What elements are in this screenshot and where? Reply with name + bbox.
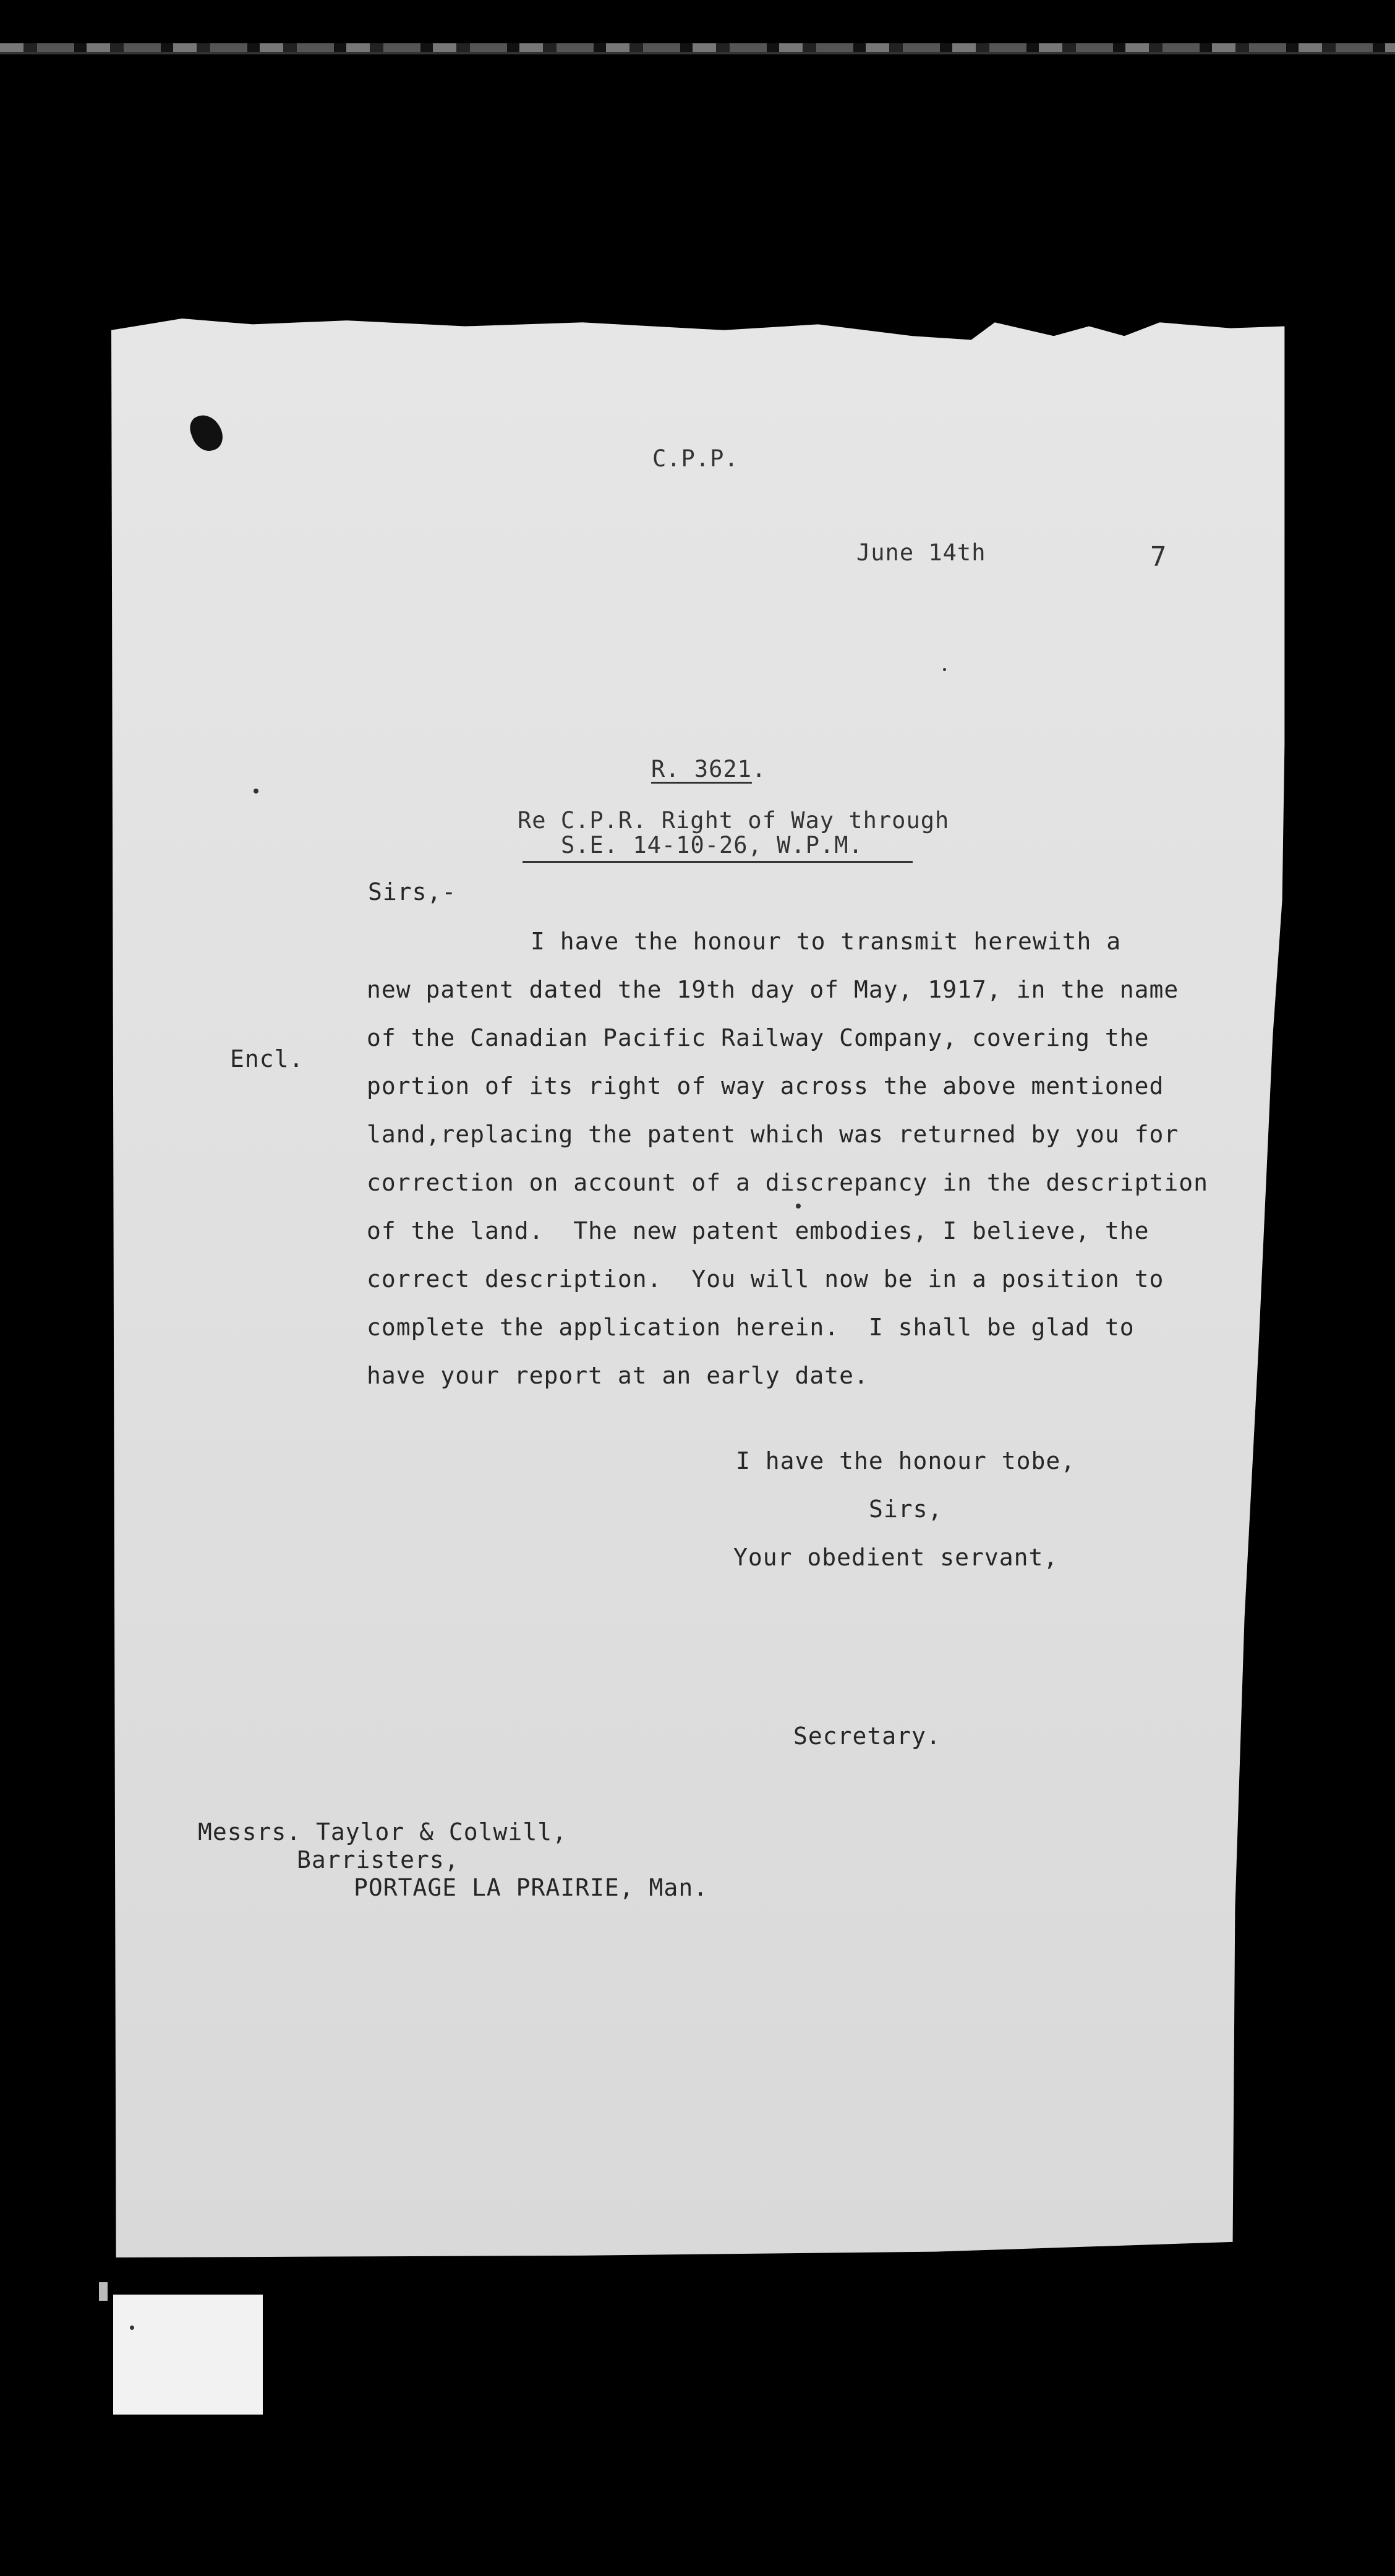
body-line: correct description. You will now be in a position to [367, 1265, 1164, 1293]
body-line: land,replacing the patent which was returned by you for [367, 1121, 1179, 1148]
addressee-line: PORTAGE LA PRAIRIE, Man. [354, 1874, 709, 1901]
film-corner-card [113, 2295, 263, 2415]
film-edge-line [0, 52, 1395, 54]
body-line: of the Canadian Pacific Railway Company, covering the [367, 1024, 1150, 1051]
signature-title: Secretary. [793, 1722, 941, 1750]
page-number: 7 [1150, 541, 1167, 573]
body-line: have your report at an early date. [367, 1362, 869, 1389]
closing-line: Your obedient servant, [733, 1544, 1059, 1571]
speck [130, 2326, 134, 2330]
margin-note-enclosure: Encl. [230, 1045, 304, 1072]
letter-header: C.P.P. [652, 445, 739, 472]
addressee-line: Barristers, [297, 1846, 459, 1873]
speck [796, 1204, 801, 1209]
subject-line-2: S.E. 14-10-26, W.P.M. [523, 832, 913, 863]
speck [943, 668, 946, 671]
body-line: complete the application herein. I shall be glad to [367, 1314, 1135, 1341]
speck [254, 789, 258, 794]
body-line: correction on account of a discrepancy in the description [367, 1169, 1209, 1196]
subject-line-1: Re C.P.R. Right of Way through [518, 807, 950, 834]
addressee-line: Messrs. Taylor & Colwill, [198, 1818, 567, 1846]
body-line: portion of its right of way across the above mentioned [367, 1072, 1164, 1100]
closing-line: Sirs, [869, 1496, 943, 1523]
salutation: Sirs,- [368, 878, 457, 905]
body-line: of the land. The new patent embodies, I believe, the [367, 1217, 1150, 1244]
film-mark [99, 2282, 108, 2301]
body-line: I have the honour to transmit herewith a [531, 928, 1122, 955]
film-edge-top [0, 43, 1395, 52]
file-reference: R. 3621. [651, 756, 767, 782]
letter-date: June 14th [856, 539, 986, 566]
closing-line: I have the honour tobe, [736, 1447, 1076, 1474]
body-line: new patent dated the 19th day of May, 1917, in the name [367, 976, 1179, 1003]
